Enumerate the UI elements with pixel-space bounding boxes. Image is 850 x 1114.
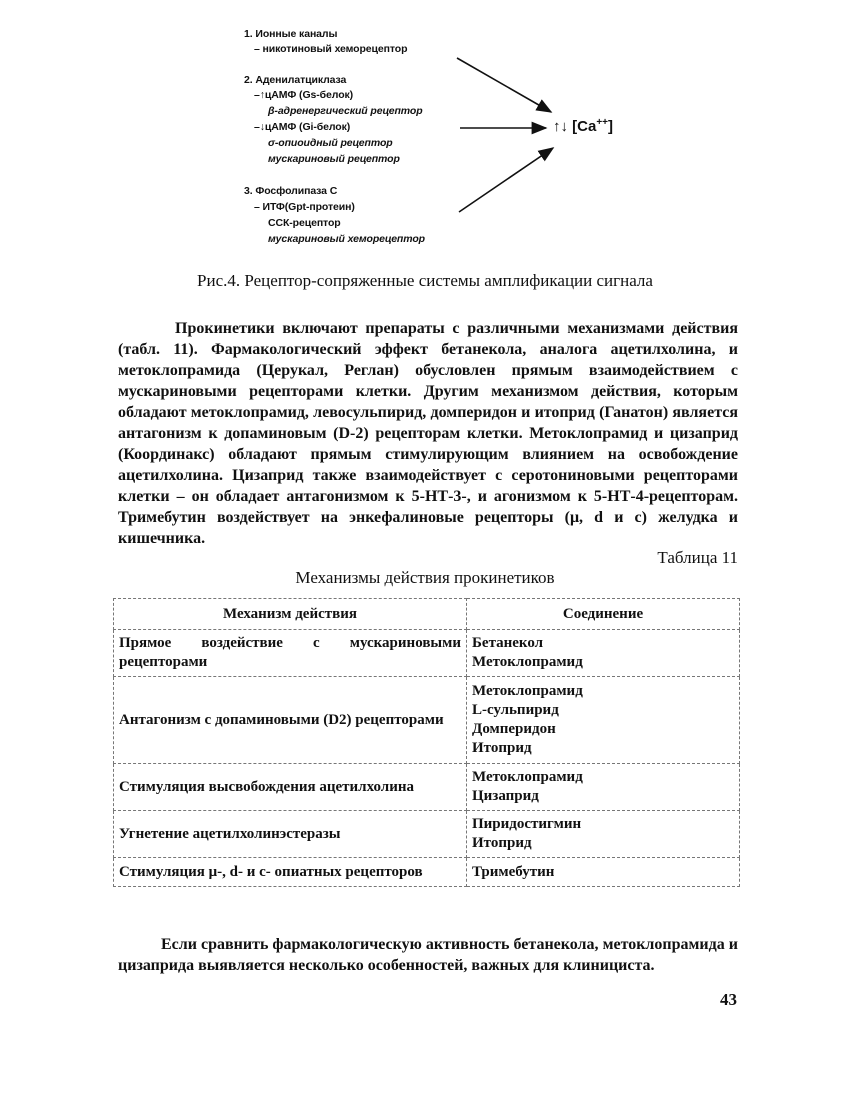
fig-group2-item: –↑цАМФ (Gs-белок) [254,89,354,101]
mechanism-cell: Угнетение ацетилхолинэстеразы [114,811,467,858]
receptor-diagram [0,0,850,260]
compound-item: Бетанекол [472,635,544,651]
diagram-arrows [0,0,850,260]
calcium-target [553,117,613,135]
fig-group1-item: – никотиновый хеморецептор [254,43,408,55]
compound-item: Метоклопрамид [472,683,583,699]
mechanisms-table [113,598,740,887]
header-compound: Соединение [467,599,740,630]
compound-item: Метоклопрамид [472,654,583,670]
arrow-from-phospholipase [459,148,553,212]
fig-group2-title: 2. Аденилатциклаза [244,74,347,86]
header-mechanism: Механизм действия [114,599,467,630]
compound-item: Домперидон [472,721,556,737]
table-number-label: Таблица 11 [657,548,738,567]
compound-cell [467,764,740,811]
table-row [114,858,740,887]
figure-caption: Рис.4. Рецептор-сопряженные системы амплификации сигнала [197,271,653,290]
calcium-bracket: ] [608,118,614,135]
body-paragraph: Прокинетики включают препараты с различными механизмами действия (табл. 11). Фармакологический эффект бетанекола, аналога ацетилхолина, и метоклопрамида (Церукал, Реглан) обусловлен прямым взаимодействием с мускариновыми рецепторами клетки. Другим механизмом действия, которым обладают метоклопрамид, левосульпирид, домперидон и итоприд (Ганатон) является антагонизм к допаминовым (D-2) рецепторам клетки. Метоклопрамид и цизаприд (Координакс) обладают прямым стимулирующим влиянием на освобождение ацетилхолина. Цизаприд также взаимодействует с серотониновыми рецепторами клетки – он обладает антагонизмом к 5-НТ-3-, и агонизмом к 5-НТ-4-рецепторам. Тримебутин воздействует на энкефалиновые рецепторы (μ, d и с) желудка и кишечника. [118,320,738,547]
compound-cell [467,677,740,764]
up-down-arrows-icon: ↑↓ [553,118,568,135]
table-row [114,811,740,858]
mechanism-cell: Антагонизм с допаминовыми (D2) рецепторами [114,677,467,764]
compound-item: Пиридостигмин [472,816,582,832]
compound-item: Тримебутин [472,863,555,880]
compound-item: Итоприд [472,740,532,756]
calcium-charge: ++ [596,117,609,128]
fig-group2-item: β-адренергический рецептор [268,105,423,117]
table-title: Механизмы действия прокинетиков [295,568,555,587]
mechanism-cell: Стимуляция μ-, d- и с- опиатных рецепторов [114,858,467,887]
page-number: 43 [720,990,737,1009]
table-header-row [114,599,740,630]
fig-group2-item: –↓цАМФ (Gi-белок) [254,121,351,133]
fig-group1-title: 1. Ионные каналы [244,28,338,40]
table-row [114,677,740,764]
mechanism-cell: Стимуляция высвобождения ацетилхолина [114,764,467,811]
compound-item: Итоприд [472,835,532,851]
fig-group3-item: ССК-рецептор [268,217,341,229]
fig-group3-item: – ИТФ(Gpt-протеин) [254,201,355,213]
compound-cell [467,858,740,887]
fig-group2-item: σ-опиоидный рецептор [268,137,393,149]
compound-cell [467,630,740,677]
compound-cell [467,811,740,858]
fig-group2-item: мускариновый рецептор [268,153,400,165]
table-row [114,764,740,811]
arrow-from-ion-channels [457,58,551,112]
compound-item: L-сульпирид [472,702,559,718]
table-row [114,630,740,677]
compound-item: Цизаприд [472,788,539,804]
calcium-label: [Ca [572,118,597,135]
fig-group3-item: мускариновый хеморецептор [268,233,425,245]
mechanism-cell: Прямое воздействие с мускариновыми рецепторами [114,630,467,677]
body-paragraph: Если сравнить фармакологическую активность бетанекола, метоклопрамида и цизаприда выявляется несколько особенностей, важных для клинициста. [118,936,738,974]
compound-item: Метоклопрамид [472,769,583,785]
fig-group3-title: 3. Фосфолипаза С [244,185,338,197]
